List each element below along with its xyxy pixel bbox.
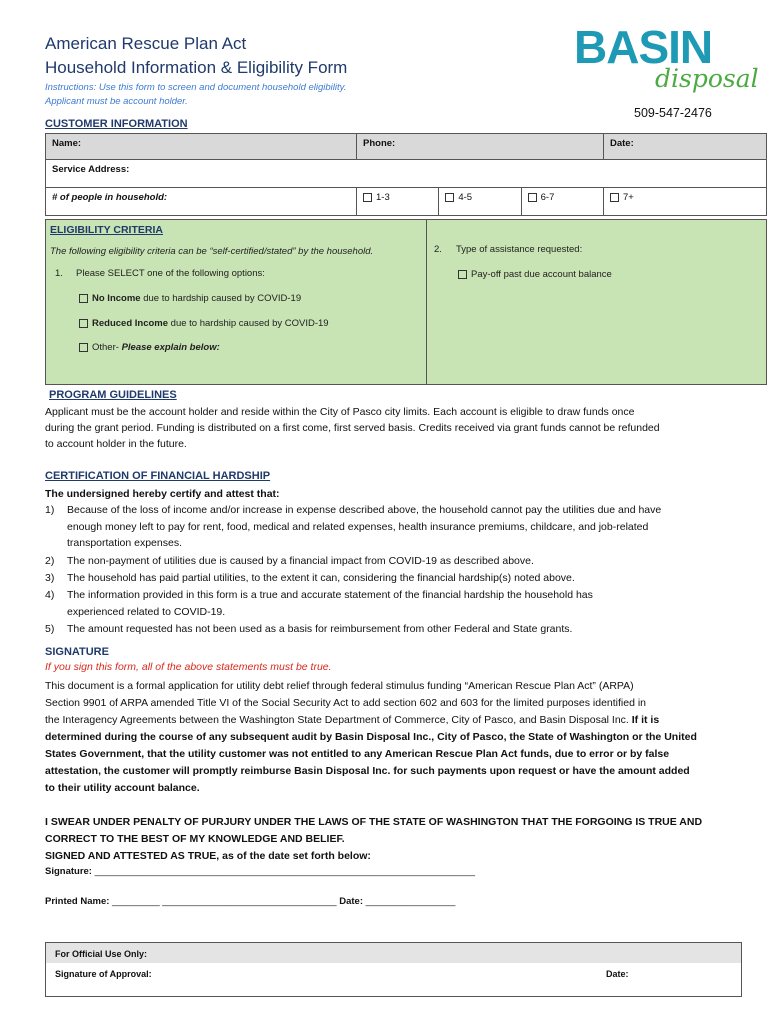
cert-item-3: The household has paid partial utilities, to the extent it can, considering the financial hardship(s) noted above. [67, 572, 575, 584]
swear-line2: CORRECT TO THE BEST OF MY KNOWLEDGE AND BELIEF. [45, 833, 345, 845]
cert-item-4-line2: experienced related to COVID-19. [67, 605, 226, 618]
cert-item-2: The non-payment of utilities due is caused by a financial impact from COVID-19 as described above. [67, 555, 534, 567]
certification-intro: The undersigned hereby certify and attest that: [45, 488, 280, 500]
item1-text: Please SELECT one of the following options: [76, 268, 265, 279]
customer-info-table [45, 133, 767, 216]
item2-text: Type of assistance requested: [456, 244, 583, 255]
signature-p2: Section 9901 of ARPA amended Title VI of the Social Security Act to add section 602 and 603 for the limited purposes identified in [45, 697, 647, 709]
official-use-box [45, 942, 742, 997]
swear-line3: SIGNED AND ATTESTED AS TRUE, as of the date set forth below: [45, 850, 371, 862]
option-4-5: 4-5 [458, 192, 473, 203]
no-income-option[interactable] [79, 293, 301, 304]
cert-item-1 [67, 502, 727, 552]
official-heading: For Official Use Only: [55, 949, 148, 959]
printed-name-label: Printed Name: [45, 896, 110, 907]
guidelines-line2: during the grant period. Funding is distributed on a first come, first served basis. Credits received via grant funds cannot be refunded [45, 422, 660, 434]
eligibility-section [45, 219, 767, 385]
form-title-line2: Household Information & Eligibility Form [45, 58, 348, 77]
signature-p3 [45, 712, 745, 728]
other-checkbox[interactable] [79, 343, 88, 352]
certification-heading: CERTIFICATION OF FINANCIAL HARDSHIP [45, 470, 271, 482]
guidelines-heading: PROGRAM GUIDELINES [49, 389, 177, 401]
no-income-bold: No Income [92, 293, 141, 304]
swear-line1: I SWEAR UNDER PENALTY OF PURJURY UNDER THE LAWS OF THE STATE OF WASHINGTON THAT THE FORGOING IS TRUE AND [45, 816, 703, 828]
checkbox-6-7[interactable] [528, 193, 537, 202]
option-7-plus: 7+ [623, 192, 634, 203]
instructions-line1: Instructions: Use this form to screen and document household eligibility. [45, 82, 347, 93]
cert-item-1-num: 1) [45, 504, 55, 516]
cert-item-4-line1: The information provided in this form is a true and accurate statement of the financial hardship the household has [67, 589, 593, 601]
reduced-income-checkbox[interactable] [79, 319, 88, 328]
company-phone: 509-547-2476 [634, 106, 712, 120]
no-income-rest: due to hardship caused by COVID-19 [140, 293, 302, 304]
signature-row [45, 866, 475, 877]
other-label: Other- [92, 342, 122, 353]
cert-item-1-line2: enough money left to pay for rent, food, medical and related expenses, health insurance premiums, childcare, and job-related [67, 520, 649, 533]
cert-item-1-line1: Because of the loss of income and/or increase in expense described above, the household cannot pay the utilities due and have [67, 504, 662, 516]
payoff-checkbox[interactable] [458, 270, 467, 279]
guidelines-line3: to account holder in the future. [45, 438, 187, 450]
signature-p3b: If it is [631, 714, 660, 726]
signature-date-label: Date: [339, 896, 363, 907]
eligibility-heading: ELIGIBILITY CRITERIA [50, 224, 163, 236]
printed-name-row [45, 896, 455, 907]
signature-p7: to their utility account balance. [45, 782, 200, 794]
option-6-7: 6-7 [540, 192, 555, 203]
cert-item-5: The amount requested has not been used as a basis for reimbursement from other Federal and State grants. [67, 623, 573, 635]
signature-p4: determined during the course of any subsequent audit by Basin Disposal Inc., City of Pasco, the State of Washington or the United [45, 731, 697, 743]
reduced-income-option[interactable] [79, 318, 329, 329]
date-label: Date: [610, 138, 634, 149]
item2-number: 2. [434, 244, 442, 255]
signature-p3a: the Interagency Agreements between the Washington State Department of Commerce, City of Pasco, and Basin Disposal Inc. [45, 714, 632, 726]
checkbox-4-5[interactable] [445, 193, 454, 202]
official-date-label: Date: [606, 969, 629, 979]
checkbox-1-3[interactable] [363, 193, 372, 202]
guidelines-line1: Applicant must be the account holder and reside within the City of Pasco city limits. Each account is eligible to draw funds once [45, 406, 635, 418]
signature-p5: States Government, that the utility customer was not entitled to any American Rescue Plan Act funds, due to error or by false [45, 748, 670, 760]
payoff-option[interactable] [458, 269, 612, 280]
service-address-label: Service Address: [52, 164, 130, 175]
phone-label: Phone: [363, 138, 396, 149]
option-1-3: 1-3 [376, 192, 390, 203]
payoff-label: Pay-off past due account balance [471, 269, 612, 280]
name-label: Name: [52, 138, 82, 149]
disposal-logo: disposal [655, 64, 759, 93]
signature-warning: If you sign this form, all of the above statements must be true. [45, 661, 332, 673]
cert-item-1-line3: transportation expenses. [67, 537, 182, 549]
item1-number: 1. [55, 268, 63, 279]
cert-item-3-num: 3) [45, 572, 55, 584]
eligibility-intro: The following eligibility criteria can be “self-certified/stated” by the household. [50, 246, 374, 257]
other-explain: Please explain below: [121, 342, 220, 353]
checkbox-7-plus[interactable] [610, 193, 619, 202]
form-title-line1: American Rescue Plan Act [45, 34, 247, 53]
customer-info-heading: CUSTOMER INFORMATION [45, 118, 188, 130]
reduced-income-bold: Reduced Income [92, 318, 169, 329]
printed-name-line[interactable]: _________ _________________________________ [112, 896, 337, 907]
signature-label: Signature: [45, 866, 92, 877]
signature-p6: attestation, the customer will promptly reimburse Basin Disposal Inc. for such payments upon request or have the amount added [45, 765, 690, 777]
approval-label: Signature of Approval: [55, 969, 152, 979]
signature-heading: SIGNATURE [45, 646, 109, 658]
no-income-checkbox[interactable] [79, 294, 88, 303]
basin-logo: BASIN [574, 21, 713, 73]
cert-item-5-num: 5) [45, 623, 55, 635]
cert-item-2-num: 2) [45, 555, 55, 567]
signature-line[interactable]: ________________________________________________________________________ [94, 866, 476, 877]
other-option[interactable] [79, 342, 220, 353]
cert-item-4 [67, 587, 727, 620]
instructions-line2: Applicant must be account holder. [45, 96, 188, 107]
signature-p1: This document is a formal application for utility debt relief through federal stimulus funding “American Rescue Plan Act” (ARPA) [45, 680, 634, 692]
household-label: # of people in household: [52, 192, 168, 203]
signature-date-line[interactable]: _________________ [365, 896, 456, 907]
service-address-field[interactable] [46, 160, 767, 188]
cert-item-4-num: 4) [45, 589, 55, 601]
reduced-income-rest: due to hardship caused by COVID-19 [168, 318, 329, 329]
